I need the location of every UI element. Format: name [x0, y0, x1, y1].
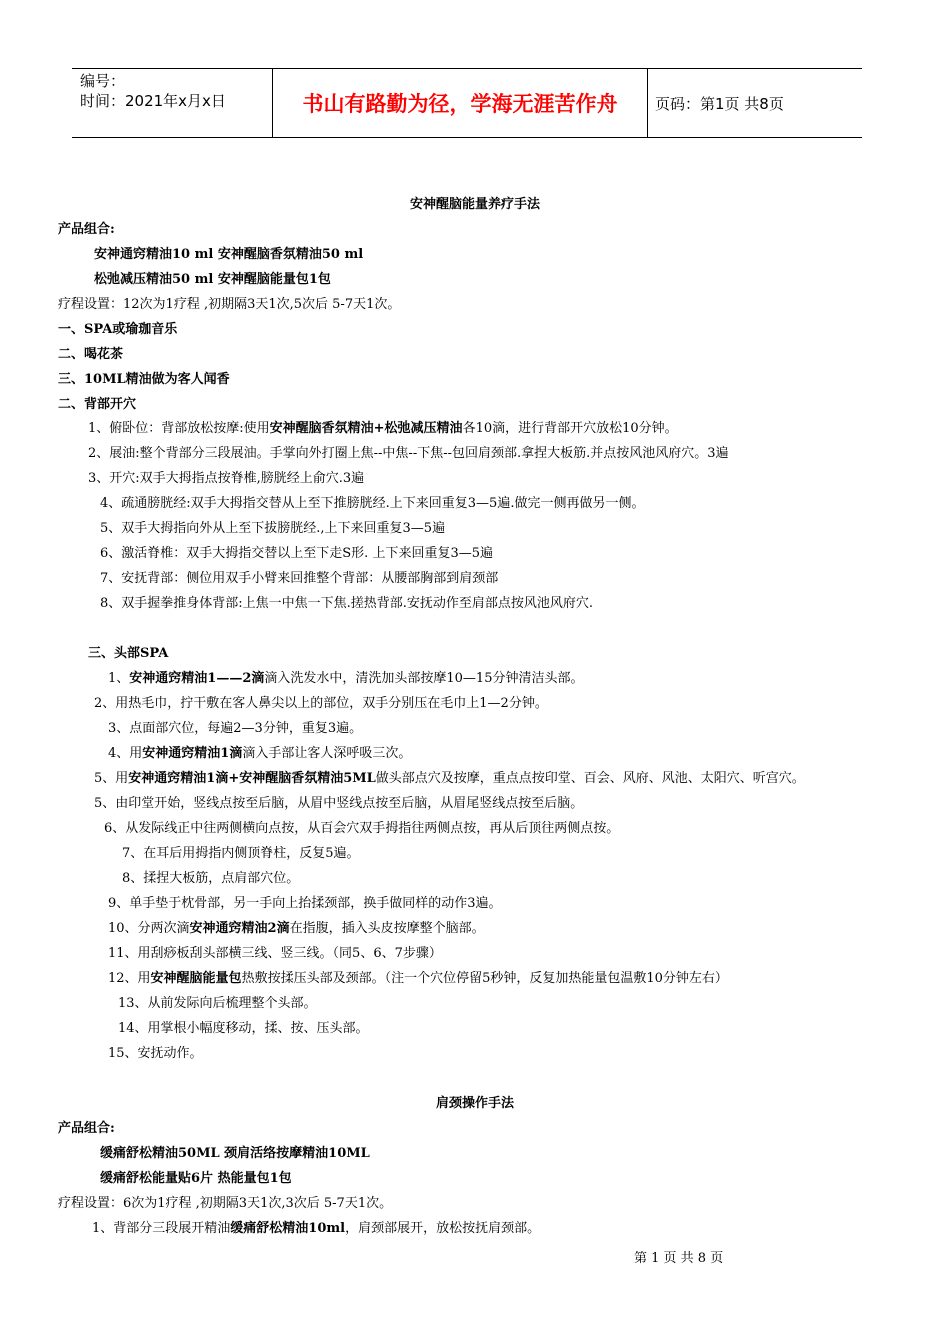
head-step-1: 1、安神通窍精油1——2滴滴入洗发水中，清洗加头部按摩10—15分钟清洁头部。	[108, 671, 584, 686]
section-title: 安神醒脑能量养疗手法	[409, 197, 540, 212]
head-step-14: 14、用掌根小幅度移动，揉、按、压头部。	[118, 1021, 369, 1036]
head-step-2: 2、用热毛巾，拧干敷在客人鼻尖以上的部位，双手分别压在毛巾上1—2分钟。	[94, 696, 548, 711]
step-heading: 三、10ML精油做为客人闻香	[58, 372, 230, 387]
head-step-6: 6、从发际线正中往两侧横向点按，从百会穴双手拇指往两侧点按，再从后顶往两侧点按。	[104, 821, 620, 836]
header-motto: 书山有路勤为径，学海无涯苦作舟	[272, 69, 648, 137]
head-step-7: 7、在耳后用拇指内侧顶脊柱，反复5遍。	[122, 846, 360, 861]
back-step-5: 5、双手大拇指向外从上至下拔膀胱经.,上下来回重复3—5遍	[100, 521, 446, 536]
page-footer: 第 1 页 共 8 页	[634, 1251, 724, 1266]
section-title: 肩颈操作手法	[435, 1096, 514, 1111]
header-meta	[72, 69, 280, 139]
head-step-5a: 5、用安神通窍精油1滴+安神醒脑香氛精油5ML做头部点穴及按摩，重点点按印堂、百会、风府、风池、太阳穴、听宫穴。	[94, 771, 805, 786]
step-heading: 二、喝花茶	[58, 347, 124, 362]
head-spa-heading: 三、头部SPA	[88, 646, 169, 661]
header-page-info: 页码：第1页 共8页	[655, 94, 784, 113]
head-step-11: 11、用刮痧板刮头部横三线、竖三线。（同5、6、7步骤）	[108, 946, 442, 961]
page-header	[72, 68, 862, 138]
product-combo-label: 产品组合:	[58, 1121, 115, 1136]
head-step-13: 13、从前发际向后梳理整个头部。	[118, 996, 317, 1011]
document-time-label: 时间：2021年x月x日	[80, 92, 226, 110]
course-setting: 疗程设置：6次为1疗程 ,初期隔3天1次,3次后 5-7天1次。	[58, 1196, 393, 1211]
head-step-9: 9、单手垫于枕骨部，另一手向上抬揉颈部，换手做同样的动作3遍。	[108, 896, 502, 911]
back-step-3: 3、开穴:双手大拇指点按脊椎,膀胱经上俞穴.3遍	[88, 471, 365, 486]
back-step-6: 6、激活脊椎：双手大拇指交替以上至下走S形. 上下来回重复3—5遍	[100, 546, 493, 561]
head-step-4: 4、用安神通窍精油1滴滴入手部让客人深呼吸三次。	[108, 746, 412, 761]
head-step-3: 3、点面部穴位，每遍2—3分钟，重复3遍。	[108, 721, 363, 736]
head-step-8: 8、揉捏大板筋，点肩部穴位。	[122, 871, 300, 886]
step-heading: 一、SPA或瑜珈音乐	[58, 322, 178, 337]
back-step-2: 2、展油:整个背部分三段展油。手掌向外打圈上焦--中焦--下焦--包回肩颈部.拿捏大板筋.并点按风池风府穴。3遍	[88, 446, 729, 461]
product-combo-line: 松弛减压精油50 ml 安神醒脑能量包1包	[94, 272, 331, 287]
back-step-4: 4、疏通膀胱经:双手大拇指交替从上至下推膀胱经.上下来回重复3—5遍.做完一侧再做另一侧。	[100, 496, 645, 511]
head-step-10: 10、分两次滴安神通窍精油2滴在指腹，插入头皮按摩整个脑部。	[108, 921, 485, 936]
shoulder-step-1: 1、背部分三段展开精油缓痛舒松精油10ml，肩颈部展开，放松按抚肩颈部。	[92, 1221, 541, 1236]
product-combo-line: 缓痛舒松能量贴6片 热能量包1包	[100, 1171, 292, 1186]
product-combo-line: 缓痛舒松精油50ML 颈肩活络按摩精油10ML	[100, 1146, 370, 1161]
back-step-7: 7、安抚背部：侧位用双手小臂来回推整个背部：从腰部胸部到肩颈部	[100, 571, 499, 586]
back-step-8: 8、双手握拳推身体背部:上焦一中焦一下焦.搓热背部.安抚动作至肩部点按风池风府穴.	[100, 596, 594, 611]
course-setting: 疗程设置：12次为1疗程 ,初期隔3天1次,5次后 5-7天1次。	[58, 297, 401, 312]
head-step-12: 12、用安神醒脑能量包热敷按揉压头部及颈部。（注一个穴位停留5秒钟，反复加热能量包温敷10分钟左右）	[108, 971, 728, 986]
product-combo-line: 安神通窍精油10 ml 安神醒脑香氛精油50 ml	[94, 247, 364, 262]
product-combo-label: 产品组合:	[58, 222, 115, 237]
head-step-15: 15、安抚动作。	[108, 1046, 203, 1061]
back-step-1: 1、俯卧位：背部放松按摩:使用安神醒脑香氛精油+松弛减压精油各10滴，进行背部开穴放松10分钟。	[88, 421, 678, 436]
head-step-5b: 5、由印堂开始，竖线点按至后脑，从眉中竖线点按至后脑，从眉尾竖线点按至后脑。	[94, 796, 584, 811]
document-number-label: 编号：	[80, 72, 126, 90]
step-heading: 二、背部开穴	[58, 397, 137, 412]
